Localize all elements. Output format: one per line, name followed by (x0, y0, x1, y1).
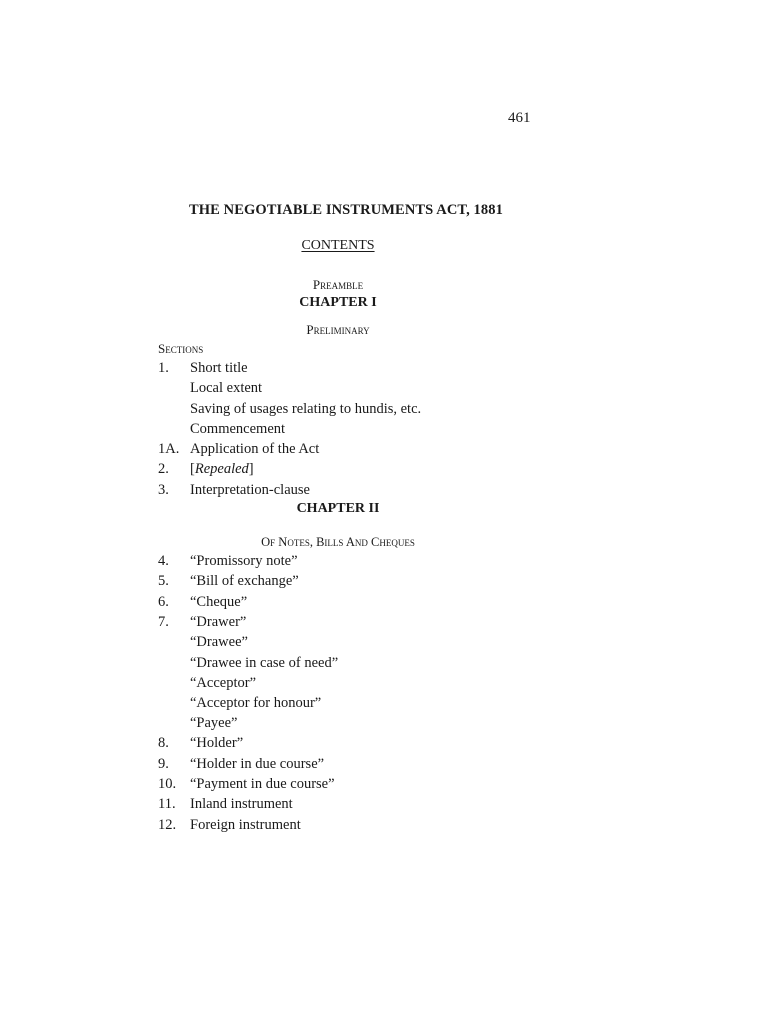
section-entry (158, 776, 335, 796)
section-entry (158, 380, 262, 400)
section-title: “Acceptor for honour” (190, 695, 322, 711)
section-number: 11. (158, 796, 176, 812)
section-title: “Promissory note” (190, 553, 298, 569)
section-number: 10. (158, 776, 177, 792)
section-entry (158, 735, 243, 755)
section-entry (158, 553, 298, 573)
page-number: 461 (508, 110, 531, 126)
section-number: 1A. (158, 441, 180, 457)
section-title: “Drawee” (190, 634, 248, 650)
section-entry (158, 796, 293, 816)
section-number: 4. (158, 553, 169, 569)
section-entry (158, 695, 321, 715)
section-title: Saving of usages relating to hundis, etc. (190, 401, 422, 417)
section-entry (158, 614, 246, 634)
section-number: 6. (158, 594, 169, 610)
section-entry (158, 441, 319, 461)
sections-label: Sections (158, 341, 204, 356)
preamble-heading: Preamble (312, 277, 364, 292)
section-number: 3. (158, 482, 169, 498)
section-number: 5. (158, 573, 169, 589)
section-number: 12. (158, 817, 177, 833)
chapter-2-subheading: Of Notes, Bills And Cheques (261, 535, 415, 549)
section-entry (158, 715, 238, 735)
section-entry (158, 461, 254, 481)
section-entry (158, 360, 248, 380)
repealed-text: Repealed (194, 461, 249, 477)
section-entry (158, 401, 421, 421)
section-title: “Cheque” (190, 594, 248, 610)
bracket-close: ] (248, 461, 254, 477)
chapter-1-heading: CHAPTER I (299, 295, 377, 310)
section-title: Inland instrument (190, 796, 293, 812)
section-title: Commencement (190, 421, 286, 437)
section-title: Short title (190, 360, 248, 376)
chapter-1-subheading: Preliminary (306, 322, 370, 337)
section-entry (158, 655, 338, 675)
section-title: “Drawee in case of need” (190, 655, 339, 671)
section-entry (158, 482, 310, 502)
section-title: “Bill of exchange” (190, 573, 299, 589)
section-entry (158, 756, 324, 776)
section-entry (158, 675, 256, 695)
section-number: 7. (158, 614, 169, 630)
contents-heading: CONTENTS (301, 238, 375, 253)
section-title: Interpretation-clause (190, 482, 310, 498)
section-title: “Acceptor” (190, 675, 257, 691)
section-title: Application of the Act (190, 441, 320, 457)
section-title (190, 461, 254, 478)
section-number: 9. (158, 756, 169, 772)
section-title: Foreign instrument (190, 817, 301, 833)
section-title: “Payment in due course” (190, 776, 335, 792)
bracket-open: [ (190, 461, 195, 477)
section-number: 1. (158, 360, 169, 376)
act-title: THE NEGOTIABLE INSTRUMENTS ACT, 1881 (189, 202, 503, 218)
section-entry (158, 594, 247, 614)
section-title: “Holder in due course” (190, 756, 325, 772)
chapter-2-heading: CHAPTER II (296, 501, 380, 516)
section-title: “Drawer” (190, 614, 247, 630)
section-entry (158, 817, 301, 837)
section-title: “Holder” (190, 735, 244, 751)
section-title: “Payee” (190, 715, 238, 731)
section-entry (158, 421, 285, 441)
section-number: 8. (158, 735, 169, 751)
section-title: Local extent (190, 380, 263, 396)
section-number: 2. (158, 461, 169, 477)
section-entry (158, 573, 299, 593)
section-entry (158, 634, 248, 654)
